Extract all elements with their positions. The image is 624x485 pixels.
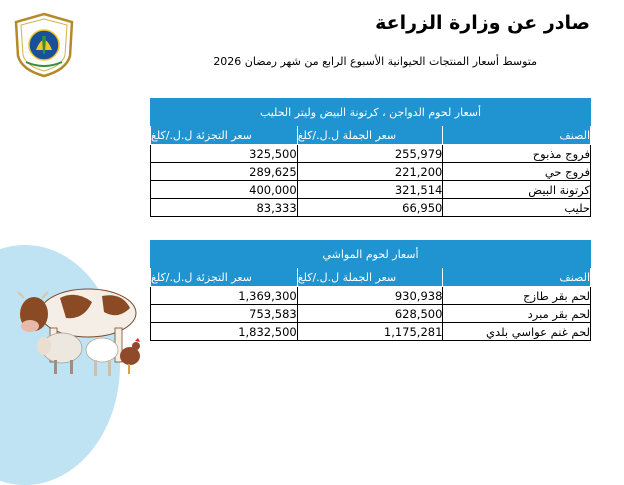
retail-price: 400,000 [151,181,298,199]
table-row [151,163,591,181]
item-name: لحم غنم عواسي بلدي [443,323,591,341]
farm-animals-icon [10,268,150,383]
poultry-price-table [150,98,591,217]
item-name: فروج حي [443,163,591,181]
header-retail: سعر التجزئة ل.ل./كلغ [151,126,298,145]
livestock-price-table [150,240,591,341]
header-item: الصنف [443,268,591,287]
wholesale-price: 255,979 [297,145,443,163]
retail-price: 1,369,300 [151,287,298,305]
retail-price: 289,625 [151,163,298,181]
item-name: لحم بقر مبرد [443,305,591,323]
header-retail: سعر التجزئة ل.ل./كلغ [151,268,298,287]
wholesale-price: 1,175,281 [297,323,443,341]
wholesale-price: 628,500 [297,305,443,323]
retail-price: 325,500 [151,145,298,163]
item-name: حليب [443,199,591,217]
header-wholesale: سعر الجملة ل.ل./كلغ [297,126,443,145]
table-caption: أسعار لحوم الدواجن ، كرتونة البيض وليتر الحليب [151,99,591,126]
table-row [151,181,591,199]
page-subtitle: متوسط أسعار المنتجات الحيوانية الأسبوع الرابع من شهر رمضان 2026 [213,55,537,68]
retail-price: 83,333 [151,199,298,217]
header-wholesale: سعر الجملة ل.ل./كلغ [297,268,443,287]
table-header-row [151,126,591,145]
table-row [151,145,591,163]
table-header-row [151,268,591,287]
retail-price: 753,583 [151,305,298,323]
wholesale-price: 221,200 [297,163,443,181]
table-caption-row [151,99,591,126]
table-row [151,199,591,217]
retail-price: 1,832,500 [151,323,298,341]
item-name: فروج مذبوح [443,145,591,163]
table-row [151,323,591,341]
page-title: صادر عن وزارة الزراعة [375,12,590,34]
wholesale-price: 930,938 [297,287,443,305]
item-name: كرتونة البيض [443,181,591,199]
table-caption: أسعار لحوم المواشي [151,241,591,268]
table-row [151,287,591,305]
header-item: الصنف [443,126,591,145]
ministry-logo-icon [12,12,76,78]
item-name: لحم بقر طازج [443,287,591,305]
table-caption-row [151,241,591,268]
wholesale-price: 321,514 [297,181,443,199]
table-row [151,305,591,323]
wholesale-price: 66,950 [297,199,443,217]
